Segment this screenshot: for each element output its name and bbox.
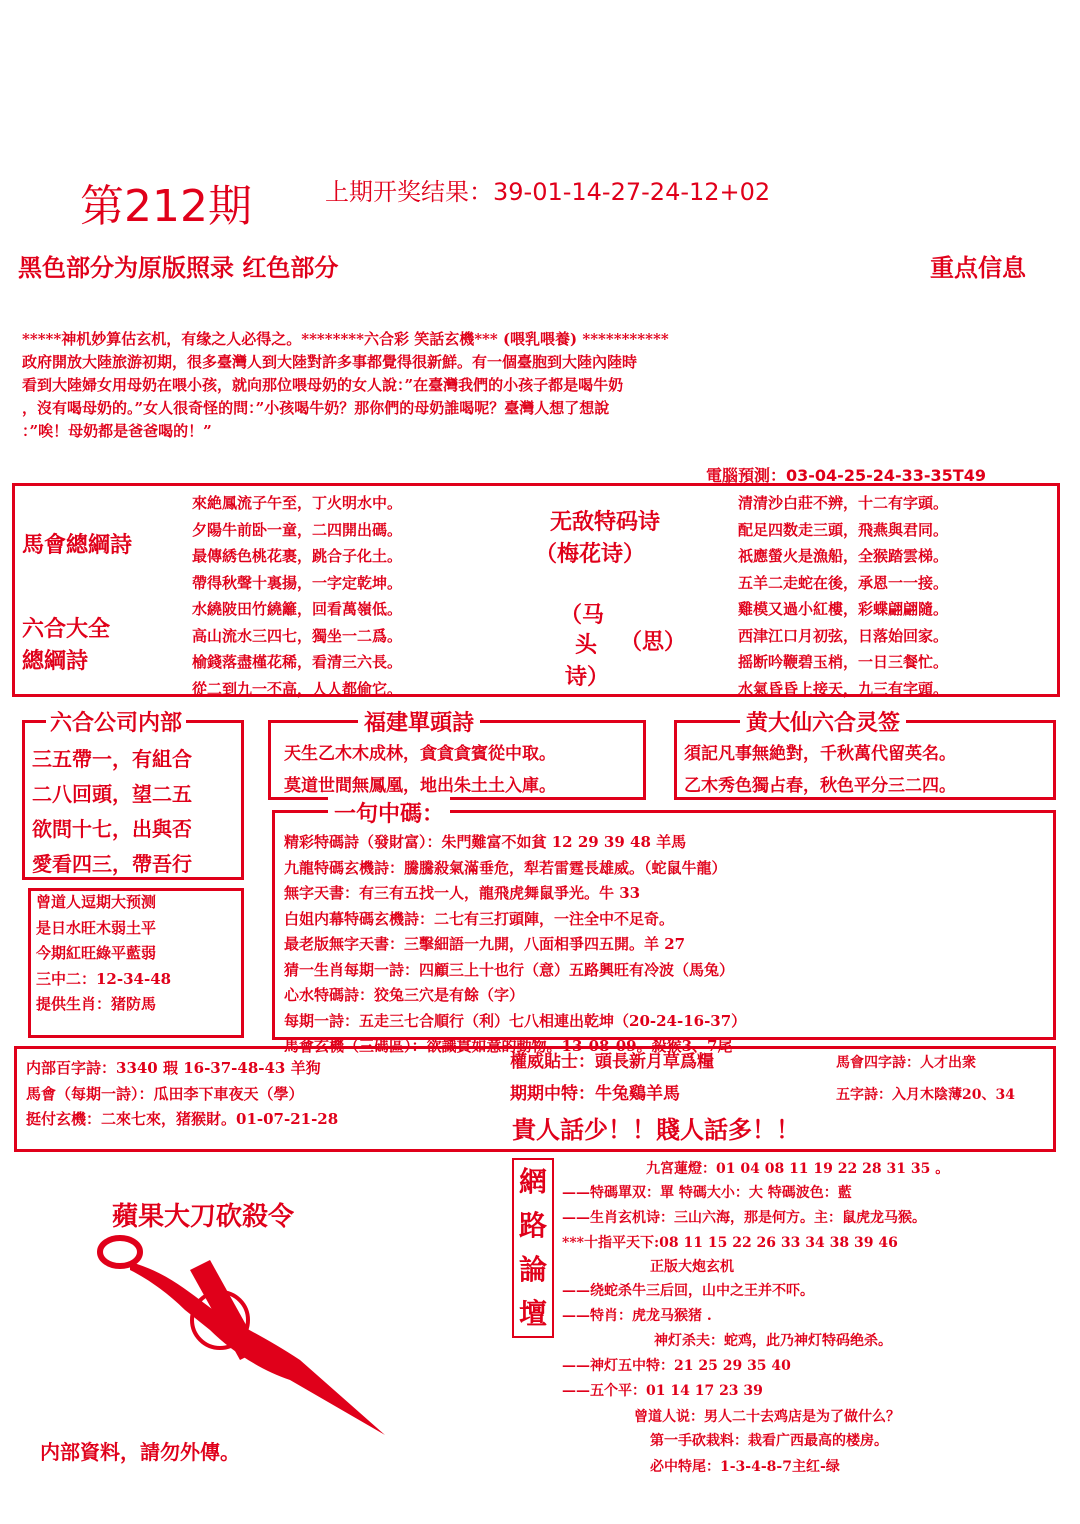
forum-vertical-label: [512, 1158, 554, 1338]
wongtaisin-line: 乙木秀色獨占春，秋色平分三二四。: [684, 776, 956, 796]
poem-line: 水繞陂田竹繞籬，回看萬嶺低。: [192, 600, 403, 618]
daoist-line: 提供生肖：猪防馬: [36, 995, 157, 1013]
one-line-item: 九龍特碼玄機詩：騰騰殺氣滿垂危，犁若雷霆長雄威。（蛇鼠牛龍）: [284, 858, 727, 877]
story-line: 政府開放大陸旅游初期，很多臺灣人到大陸對許多事都覺得很新鮮。有一個臺胞到大陸內陸時: [22, 353, 638, 371]
company-line: 欲問十七，出與否: [32, 817, 192, 841]
poem-line: 來絶鳳流子午至，丁火明水中。: [192, 494, 403, 512]
poem-line: 帶得秋聲十裏揚，一字定乾坤。: [192, 573, 403, 592]
forum-line: 九宮蓮燈：01 04 08 11 19 22 28 31 35 。: [646, 1161, 950, 1177]
one-line-title: 一句中碼：: [328, 797, 450, 828]
poem-left-title-2: 六合大全: [22, 616, 111, 642]
forum-line: ——生肖玄机诗：三山六海，那是何方。主：鼠虎龙马猴。: [562, 1210, 926, 1226]
company-line: 二八回頭，望二五: [32, 782, 192, 806]
poem-middle-column: [192, 490, 402, 702]
wongtaisin-line: 須記凡事無絶對，千秋萬代留英名。: [684, 744, 956, 764]
four-char-poem: 馬會四字詩：人才出衆: [836, 1055, 976, 1071]
issue-number: 第212期: [80, 181, 252, 232]
one-line-item: 精彩特碼詩（發財富）：朱門難富不如貧 12 29 39 48 羊馬: [284, 833, 687, 851]
forum-line: ——特肖：虎龙马猴猪 .: [562, 1308, 712, 1324]
company-lines: [32, 742, 192, 882]
forum-line: ——五个平：01 14 17 23 39: [562, 1383, 763, 1399]
center-subtitle: （梅花诗）: [535, 541, 646, 567]
poem-line: 榆錢落盡槿花稀，看清三六長。: [192, 653, 403, 671]
slogan: 貴人話少！！賤人話多！！: [512, 1115, 800, 1144]
one-line-item: 每期一詩：五走三七合順行（利）七八相連出乾坤（20-24-16-37）: [284, 1011, 747, 1030]
horse-poem-3: 诗）: [565, 664, 610, 690]
poem-line: 摇断吟鞭碧玉梢，一日三餐忙。: [738, 653, 949, 671]
poem-line: 夕陽牛前卧一童，二四開出碼。: [192, 520, 403, 539]
daoist-line: 三中二：12-34-48: [36, 969, 172, 988]
horse-poem-2: 头: [575, 632, 598, 658]
sword-icon: [90, 1230, 390, 1440]
forum-line: 必中特尾：1-3-4-8-7主红-绿: [650, 1459, 840, 1475]
company-title: 六合公司内部: [46, 706, 186, 737]
poem-left-title-3: 總綱詩: [22, 648, 89, 674]
one-line-list: [284, 830, 746, 1060]
poem-line: 五羊二走蛇在後，承恩一一接。: [738, 573, 949, 592]
inner-left-lines: [26, 1056, 338, 1133]
forum-line: ***十指平天下:08 11 15 22 26 33 34 38 39 46: [562, 1235, 898, 1251]
key-info-label: 重点信息: [930, 254, 1026, 282]
story-line: ，沒有喝母奶的。”女人很奇怪的問：”小孩喝牛奶？那你們的母奶誰喝呢？臺灣人想了想說: [22, 399, 610, 417]
story-line: *****神机妙算估玄机，有缘之人必得之。********六合彩 笑話玄機*** (喂乳喂養) ***********: [22, 330, 669, 348]
forum-char: 路: [518, 1209, 547, 1242]
poem-left-title: 馬會總綱詩: [22, 532, 133, 558]
apple-sword-title: 蘋果大刀砍殺令: [112, 1202, 295, 1232]
last-draw-result: 上期开奖结果：39-01-14-27-24-12+02: [325, 178, 771, 206]
story-line: ：”唉！母奶都是爸爸喝的！”: [22, 422, 212, 440]
inner-line: 内部百字詩：3340 瑕 16-37-48-43 羊狗: [26, 1059, 321, 1077]
forum-line: ——特碼單双：單 特碼大小：大 特碼波色：藍: [562, 1185, 852, 1201]
inner-line: 馬會（每期一詩）：瓜田李下車夜天（學）: [26, 1084, 304, 1103]
legend-note: 黑色部分为原版照录 红色部分: [18, 254, 339, 282]
poem-line: 高山流水三四七，獨坐一二爲。: [192, 626, 403, 645]
poem-line: 配足四数走三頭，飛燕與君同。: [738, 520, 949, 539]
one-line-item: 最老版無字天書：三擊細語一九開，八面相爭四五開。羊 27: [284, 935, 686, 953]
fujian-line: 天生乙木木成林，貪貪貪賓從中取。: [284, 744, 556, 764]
one-line-item: 白姐内幕特碼玄機詩：二七有三打頭陣，一注全中不足奇。: [284, 909, 675, 928]
poem-line: 清清沙白莊不辨，十二有字頭。: [738, 494, 949, 512]
fujian-line: 莫道世間無鳳凰，地出朱土土入庫。: [284, 776, 556, 796]
forum-char: 論: [518, 1253, 547, 1286]
forum-line: 神灯杀夫：蛇鸡，此乃神灯特码绝杀。: [654, 1333, 892, 1349]
poem-line: 最傳綉色桃花裹，跳合子化土。: [192, 547, 403, 565]
every-issue-tip: 期期中特：牛兔鷄羊馬: [510, 1084, 680, 1104]
wongtaisin-title: 黄大仙六合灵签: [740, 706, 906, 737]
horse-poem-bracket: （思）: [620, 629, 687, 655]
center-title: 无敌特码诗: [550, 509, 661, 535]
poem-line: 祇應螢火是漁船，全猴踏雲梯。: [738, 547, 949, 565]
inner-line: 挺付玄機：二來七來，猪猴財。01-07-21-28: [26, 1110, 339, 1128]
forum-char: 網: [518, 1165, 547, 1198]
daoist-line: 是日水旺木弱土平: [36, 918, 157, 937]
poem-line: 水氣昏昏上接天，九三有字頭。: [738, 679, 949, 698]
one-line-item: 無字天書：有三有五找一人，龍飛虎舞鼠爭光。牛 33: [284, 884, 641, 902]
poem-line: 西津江口月初弦，日落始回家。: [738, 626, 949, 645]
forum-line: ——神灯五中特：21 25 29 35 40: [562, 1358, 791, 1374]
authority-tip: 權威貼士：頭長新月草爲糧: [510, 1052, 714, 1072]
forum-line: 曾道人说：男人二十去鸡店是为了做什么？: [634, 1409, 900, 1425]
company-line: 三五帶一，有組合: [32, 747, 192, 771]
daoist-line: 曾道人逗期大预测: [36, 893, 157, 911]
five-char-poem: 五字詩：入月木陰薄20、34: [836, 1087, 1015, 1103]
one-line-item: 心水特碼詩：狡兔三穴是有餘（字）: [284, 986, 525, 1004]
forum-line: ——绕蛇杀牛三后回，山中之王并不吓。: [562, 1283, 814, 1299]
fujian-lines: [284, 738, 556, 802]
forum-line: 正版大炮玄机: [650, 1259, 734, 1275]
daoist-line: 今期紅旺綠平藍弱: [36, 944, 157, 962]
forum-char: 壇: [518, 1297, 547, 1330]
internal-footer: 内部資料，請勿外傳。: [40, 1440, 240, 1464]
forum-line: 第一手砍栽料：栽看广西最高的楼房。: [650, 1433, 888, 1449]
poem-line: 從二到九一不高，人人都偷它。: [192, 679, 403, 698]
story-line: 看到大陸婦女用母奶在喂小孩，就向那位喂母奶的女人說：”在臺灣我們的小孩子都是喝牛奶: [22, 376, 624, 394]
poem-right-column: [738, 490, 948, 702]
one-line-item: 猜一生肖每期一詩：四顧三上十也行（意）五路興旺有冷波（馬兔）: [284, 960, 735, 979]
wongtaisin-lines: [684, 738, 956, 802]
company-line: 愛看四三，帶吾行: [32, 852, 192, 876]
one-line-item: 馬會玄機（三碼區）：欲識貫如意的動物。13-08-09。殺猴3、7尾: [284, 1037, 733, 1055]
horse-poem-1: （马: [560, 602, 605, 628]
poem-line: 雞模又過小紅樓，彩蝶翩翩隨。: [738, 600, 949, 618]
daoist-lines: [36, 890, 171, 1018]
computer-prediction: 電腦預測：03-04-25-24-33-35T49: [706, 466, 986, 485]
fujian-title: 福建單頭詩: [358, 706, 480, 737]
joke-story: [22, 328, 1067, 443]
